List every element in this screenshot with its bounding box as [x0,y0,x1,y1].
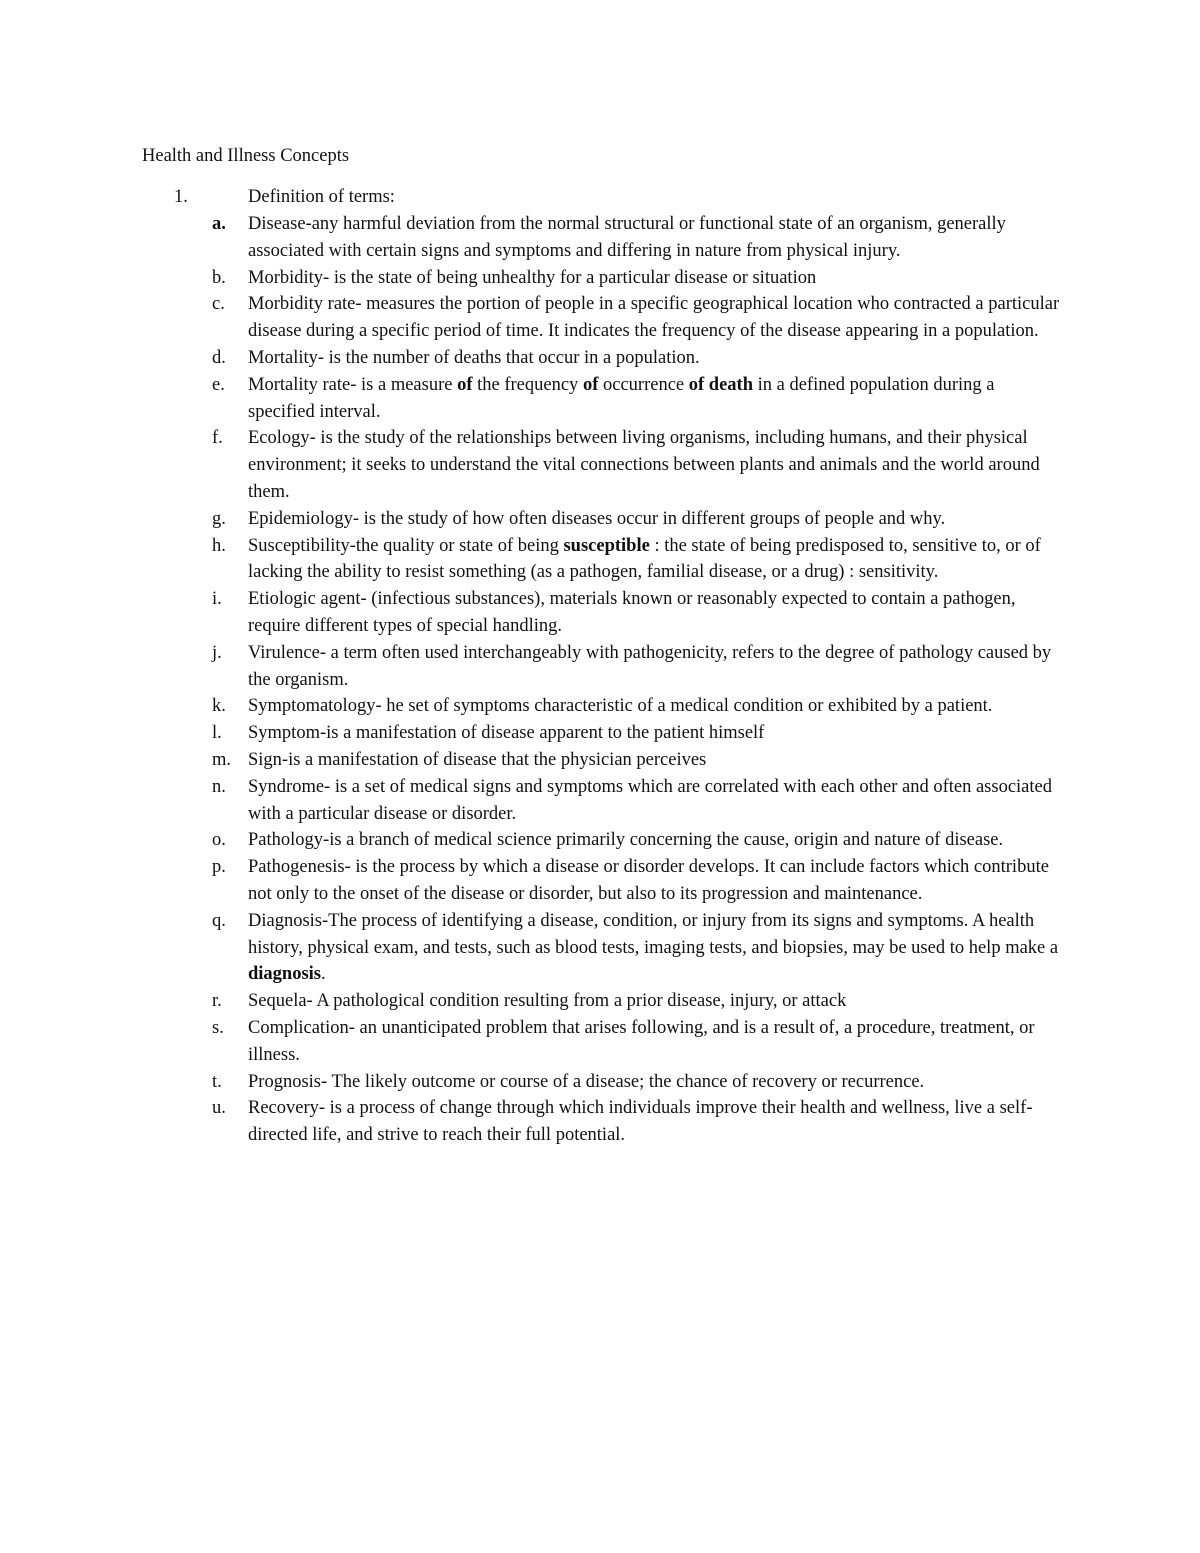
term-letter: l. [212,723,222,744]
term-item-prognosis [142,1069,1060,1096]
term-item-symptomatology [142,693,1060,720]
bold-text-run: susceptible [563,535,650,556]
bold-text-run: diagnosis [248,964,322,985]
text-run: . [321,964,326,985]
term-text: Complication- an unanticipated problem that arises following, and is a result of, a procedure, treatment, or illness. [248,1017,1035,1065]
term-letter: p. [212,857,226,878]
term-text: Etiologic agent- (infectious substances), materials known or reasonably expected to contain a pathogen, require different types of special handling. [248,589,1016,636]
text-run: the frequency [472,374,583,395]
term-letter: i. [212,589,222,610]
term-letter: j. [212,642,222,663]
term-item-syndrome [142,774,1060,828]
bold-text-run: of [457,374,473,395]
term-item-ecology [142,425,1060,505]
term-item-morbidity-rate [142,291,1060,345]
page-title: Health and Illness Concepts [142,146,350,166]
term-text: Pathology-is a branch of medical science primarily concerning the cause, origin and nature of disease. [248,830,1004,851]
term-item-susceptibility [142,533,1060,587]
term-item-diagnosis [142,908,1060,988]
text-run: : the state of being predisposed to, sensitive to, or of lacking the ability to resist something (as a pathogen, familial disease, or a drug) : sensitivity. [248,535,1041,583]
term-item-sign [142,747,1060,774]
term-text: Ecology- is the study of the relationships between living organisms, including humans, and their physical environment; it seeks to understand the vital connections between plants and animals and the world around them. [248,428,1040,502]
term-item-epidemiology [142,506,1060,533]
term-letter: h. [212,535,226,556]
text-run: in a defined population during a specified interval. [248,374,995,422]
term-list [142,211,1082,1149]
bold-text-run: of death [688,374,753,395]
term-letter: c. [212,294,225,315]
section-number: 1. [174,187,188,207]
term-letter: f. [212,428,223,449]
term-item-etiologic-agent [142,586,1060,640]
term-text: Epidemiology- is the study of how often diseases occur in different groups of people and why. [248,508,946,529]
term-letter: r. [212,991,222,1012]
term-letter: d. [212,347,226,368]
term-item-morbidity [142,265,1060,292]
term-letter: o. [212,830,226,851]
term-text: Mortality- is the number of deaths that occur in a population. [248,347,700,368]
term-letter: t. [212,1071,222,1092]
term-letter: s. [212,1017,224,1038]
term-text: Morbidity- is the state of being unhealthy for a particular disease or situation [248,267,817,288]
term-item-pathology [142,827,1060,854]
term-text: Morbidity rate- measures the portion of people in a specific geographical location who contracted a particular disease during a specific period of time. It indicates the frequency of the disease appearing in a population. [248,294,1060,342]
term-item-virulence [142,640,1060,694]
term-letter: m. [212,749,232,770]
term-item-recovery [142,1095,1060,1149]
term-letter: u. [212,1098,226,1119]
term-text: Sign-is a manifestation of disease that the physician perceives [248,749,707,770]
definitions-section [142,184,1082,1149]
term-text: Symptom-is a manifestation of disease apparent to the patient himself [248,723,765,744]
term-letter: a. [212,214,226,234]
text-run: occurrence [598,374,689,395]
term-item-disease [142,211,1060,265]
term-item-mortality-rate [142,372,1060,426]
term-text: Prognosis- The likely outcome or course of a disease; the chance of recovery or recurrence. [248,1071,925,1092]
term-text: Virulence- a term often used interchangeably with pathogenicity, refers to the degree of pathology caused by the organism. [248,642,1052,690]
text-run: Susceptibility-the quality or state of being [248,535,564,556]
term-item-sequela [142,988,1060,1015]
term-letter: n. [212,776,226,797]
term-item-symptom [142,720,1060,747]
term-text [248,911,1058,985]
term-text: Symptomatology- he set of symptoms characteristic of a medical condition or exhibited by a patient. [248,696,993,717]
term-item-complication [142,1015,1060,1069]
term-text: Sequela- A pathological condition resulting from a prior disease, injury, or attack [248,991,847,1012]
term-text: Pathogenesis- is the process by which a disease or disorder develops. It can include factors which contribute not only to the onset of the disease or disorder, but also to its progression and maintenance. [248,857,1049,904]
term-text: Disease-any harmful deviation from the normal structural or functional state of an organism, generally associated with certain signs and symptoms and differing in nature from physical injury. [248,214,1006,261]
term-item-pathogenesis [142,854,1060,908]
term-text: Syndrome- is a set of medical signs and symptoms which are correlated with each other and often associated with a particular disease or disorder. [248,776,1052,824]
term-letter: e. [212,374,225,395]
term-letter: b. [212,267,226,288]
section-label: Definition of terms: [248,187,395,207]
term-item-mortality [142,345,1060,372]
section-heading [142,184,1082,211]
text-run: Diagnosis-The process of identifying a disease, condition, or injury from its signs and symptoms. A health history, physical exam, and tests, such as blood tests, imaging tests, and biopsies, may be used to help make a [248,910,1059,958]
text-run: Mortality rate- is a measure [248,374,458,395]
term-text [248,375,994,422]
term-letter: q. [212,910,226,931]
bold-text-run: of [582,374,599,395]
term-text: Recovery- is a process of change through which individuals improve their health and wellness, live a self-directed life, and strive to reach their full potential. [248,1098,1033,1146]
term-text [248,536,1041,583]
term-letter: k. [212,696,226,717]
term-letter: g. [212,508,226,529]
